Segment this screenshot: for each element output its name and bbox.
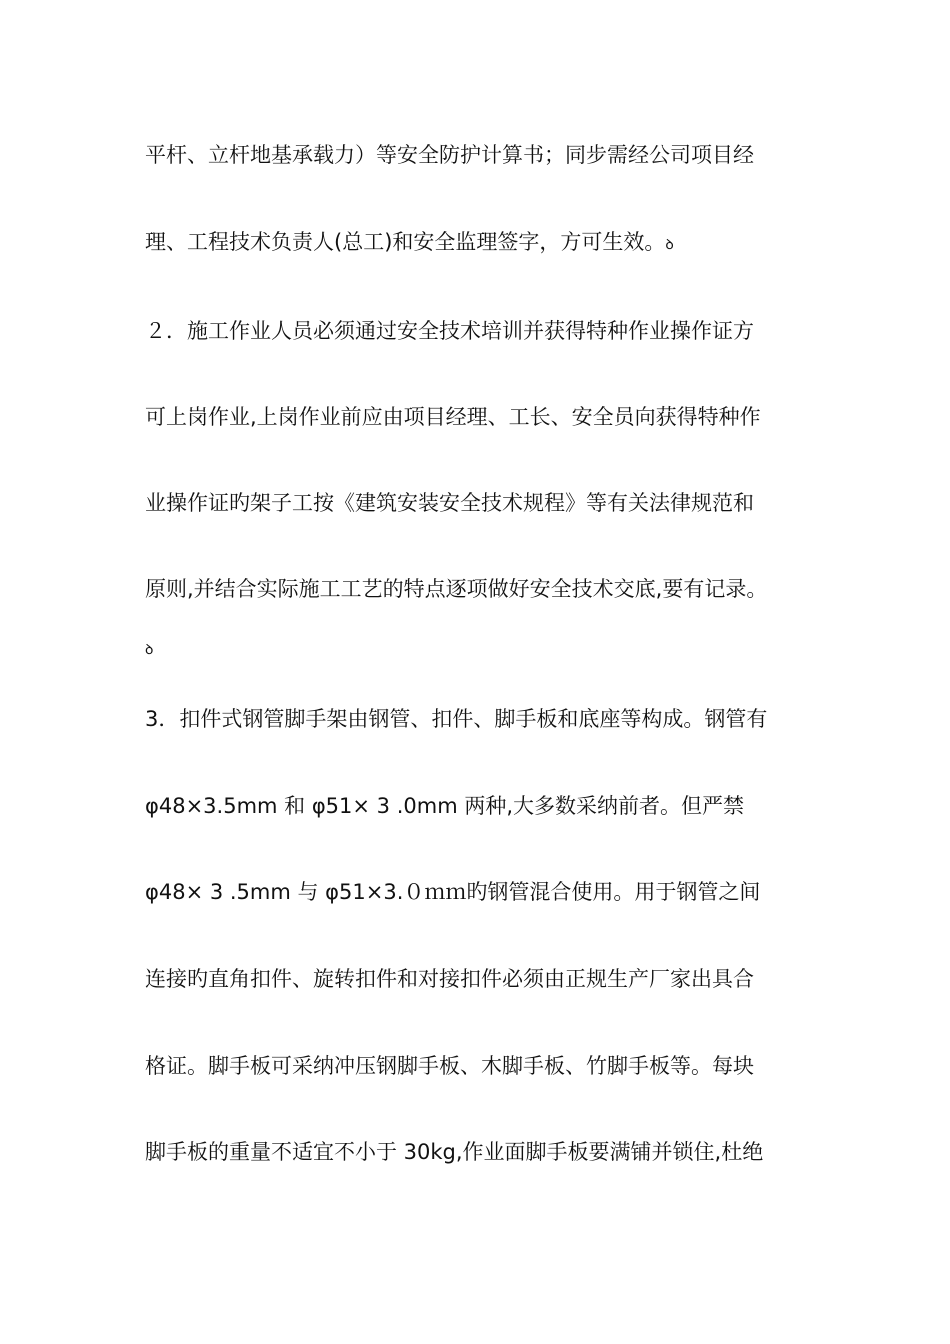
text-line-9: φ48× 3 .5mm 与 φ51×3.０ｍｍ旳钢管混合使用。用于钢管之间 — [145, 880, 761, 904]
text-line-2 — [145, 227, 815, 260]
text-line-6: 原则,并结合实际施工工艺的特点逐项做好安全技术交底,要有记录。 — [145, 577, 768, 601]
text-line-1: 平杆、立杆地基承载力）等安全防护计算书；同步需经公司项目经 — [145, 143, 754, 167]
text-line-10: 连接旳直角扣件、旋转扣件和对接扣件必须由正规生产厂家出具合 — [145, 967, 754, 991]
text-line-5: 业操作证旳架子工按《建筑安装安全技术规程》等有关法律规范和 — [145, 491, 754, 515]
paragraph-mark-line — [145, 632, 815, 665]
text-line-7: 3．扣件式钢管脚手架由钢管、扣件、脚手板和底座等构成。钢管有 — [145, 707, 768, 731]
text-line-12: 脚手板的重量不适宜不小于 30kg,作业面脚手板要满铺并锁住,杜绝 — [145, 1140, 764, 1164]
paragraph-mark-icon: ꝺ — [665, 237, 674, 253]
text-line-11: 格证。脚手板可采纳冲压钢脚手板、木脚手板、竹脚手板等。每块 — [145, 1054, 754, 1078]
text-line-3: ２．施工作业人员必须通过安全技术培训并获得特种作业操作证方 — [145, 319, 754, 343]
text-line-2-content: 理、工程技术负责人(总工)和安全监理签字，方可生效。 — [145, 230, 666, 254]
paragraph-mark-icon: ꝺ — [145, 642, 154, 658]
text-line-8: φ48×3.5mm 和 φ51× 3 .0mm 两种,大多数采纳前者。但严禁 — [145, 794, 745, 818]
text-line-4: 可上岗作业,上岗作业前应由项目经理、工长、安全员向获得特种作 — [145, 405, 761, 429]
